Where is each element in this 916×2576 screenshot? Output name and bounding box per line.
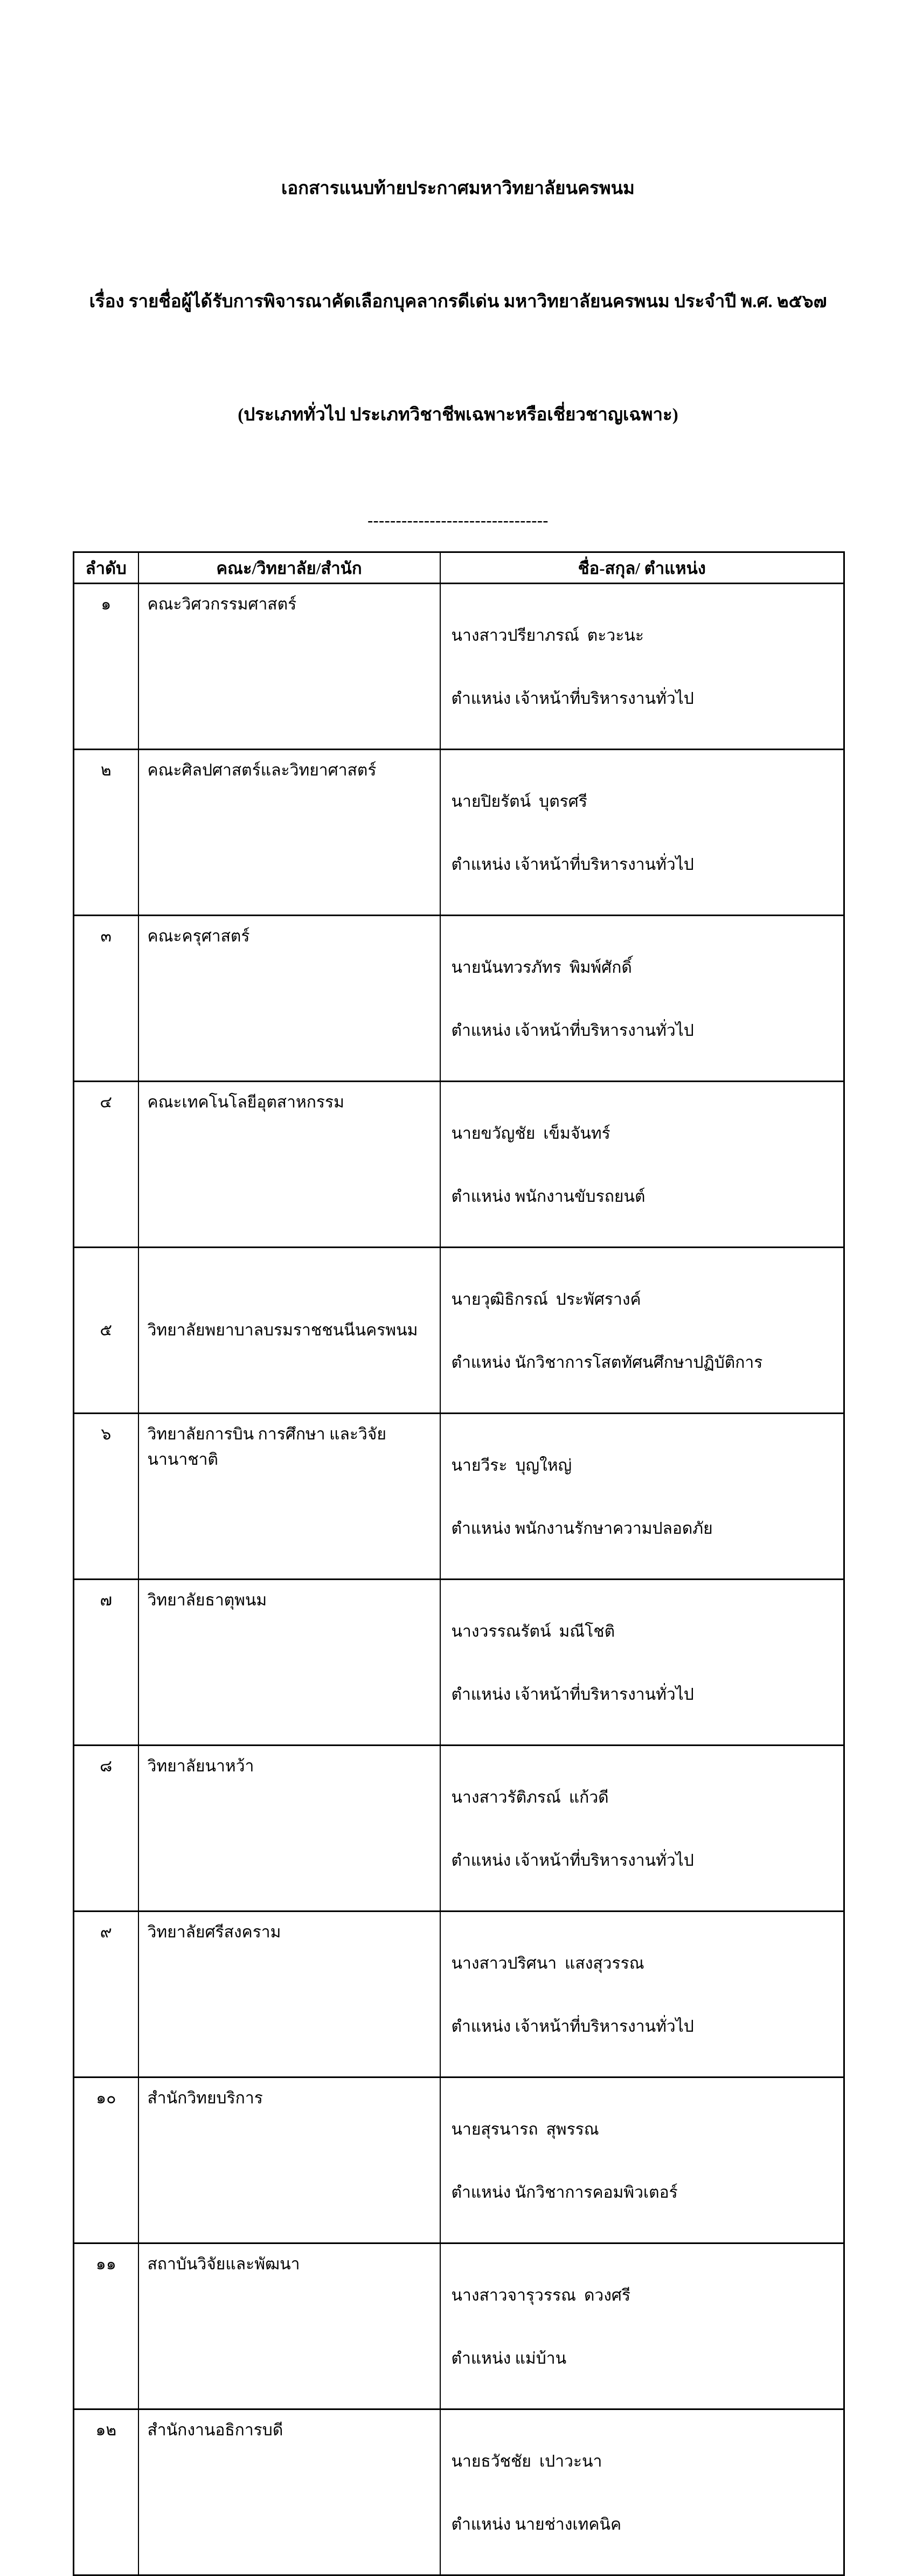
table-row [74, 584, 844, 750]
row-unit: คณะวิศวกรรมศาสตร์ [138, 584, 440, 750]
col-header-number: ลำดับ [74, 552, 138, 584]
row-person-cell [440, 1082, 844, 1248]
person-name: นายขวัญชัย เข็มจันทร์ [451, 1125, 610, 1142]
row-unit: วิทยาลัยศรีสงคราม [138, 1912, 440, 2078]
table-row [74, 1746, 844, 1912]
person-position: ตำแหน่ง เจ้าหน้าที่บริหารงานทั่วไป [451, 856, 694, 874]
table-row [74, 1580, 844, 1746]
person-name: นางสาวจารุวรรณ ดวงศรี [451, 2287, 631, 2304]
person-name: นางสาวรัติภรณ์ แก้วดี [451, 1789, 609, 1806]
document-title-line-3: (ประเภททั่วไป ประเภทวิชาชีพเฉพาะหรือเชี่ยวชาญเฉพาะ) [238, 405, 678, 425]
dashed-separator: -------------------------------- [367, 511, 549, 529]
document-title-line-2: เรื่อง รายชื่อผู้ได้รับการพิจารณาคัดเลือกบุคลากรดีเด่น มหาวิทยาลัยนครพนม ประจำปี พ.ศ. ๒๕๖๗ [89, 292, 827, 311]
table-row [74, 1082, 844, 1248]
row-number: ๘ [74, 1746, 138, 1912]
table-row [74, 2078, 844, 2243]
person-position: ตำแหน่ง แม่บ้าน [451, 2350, 567, 2367]
person-position: ตำแหน่ง พนักงานขับรถยนต์ [451, 1188, 646, 1206]
table-row [74, 2243, 844, 2409]
table-row [74, 1248, 844, 1414]
row-unit: คณะศิลปศาสตร์และวิทยาศาสตร์ [138, 750, 440, 916]
row-number: ๙ [74, 1912, 138, 2078]
row-number: ๑๐ [74, 2078, 138, 2243]
row-number: ๗ [74, 1580, 138, 1746]
person-name: นางสาวปรียาภรณ์ ตะวะนะ [451, 627, 644, 645]
row-unit: วิทยาลัยธาตุพนม [138, 1580, 440, 1746]
table-row [74, 1912, 844, 2078]
person-name: นายวีระ บุญใหญ่ [451, 1457, 572, 1474]
table-row [74, 2409, 844, 2575]
row-number: ๑๑ [74, 2243, 138, 2409]
col-header-unit: คณะ/วิทยาลัย/สำนัก [138, 552, 440, 584]
row-person-cell [440, 2243, 844, 2409]
person-position: ตำแหน่ง เจ้าหน้าที่บริหารงานทั่วไป [451, 1022, 694, 1040]
row-unit: วิทยาลัยนาหว้า [138, 1746, 440, 1912]
row-person-cell [440, 584, 844, 750]
table-row [74, 1414, 844, 1580]
col-header-name-position: ชื่อ-สกุล/ ตำแหน่ง [440, 552, 844, 584]
row-unit: สถาบันวิจัยและพัฒนา [138, 2243, 440, 2409]
row-person-cell [440, 1414, 844, 1580]
row-number: ๒ [74, 750, 138, 916]
row-unit: วิทยาลัยพยาบาลบรมราชชนนีนครพนม [138, 1248, 440, 1414]
person-position: ตำแหน่ง เจ้าหน้าที่บริหารงานทั่วไป [451, 2018, 694, 2035]
table-header-row [74, 552, 844, 584]
row-unit: สำนักวิทยบริการ [138, 2078, 440, 2243]
row-unit: วิทยาลัยการบิน การศึกษา และวิจัยนานาชาติ [138, 1414, 440, 1580]
row-person-cell [440, 2409, 844, 2575]
row-person-cell [440, 1248, 844, 1414]
row-person-cell [440, 916, 844, 1082]
person-position: ตำแหน่ง พนักงานรักษาความปลอดภัย [451, 1520, 713, 1538]
row-person-cell [440, 1912, 844, 2078]
row-number: ๓ [74, 916, 138, 1082]
person-position: ตำแหน่ง เจ้าหน้าที่บริหารงานทั่วไป [451, 690, 694, 708]
row-number: ๑๒ [74, 2409, 138, 2575]
person-name: นายปิยรัตน์ บุตรศรี [451, 793, 587, 811]
person-name: นางวรรณรัตน์ มณีโชติ [451, 1623, 615, 1640]
person-position: ตำแหน่ง เจ้าหน้าที่บริหารงานทั่วไป [451, 1852, 694, 1869]
row-number: ๑ [74, 584, 138, 750]
row-person-cell [440, 1746, 844, 1912]
person-name: นายวุฒิธิกรณ์ ประพัศรางค์ [451, 1291, 641, 1308]
row-number: ๖ [74, 1414, 138, 1580]
row-number: ๕ [74, 1248, 138, 1414]
personnel-table [73, 551, 845, 2576]
person-position: ตำแหน่ง นักวิชาการโสตทัศนศึกษาปฏิบัติการ [451, 1354, 763, 1372]
document-title-line-1: เอกสารแนบท้ายประกาศมหาวิทยาลัยนครพนม [281, 179, 635, 198]
person-position: ตำแหน่ง นายช่างเทคนิค [451, 2516, 622, 2533]
person-name: นายสุรนารถ สุพรรณ [451, 2121, 599, 2138]
row-unit: คณะครุศาสตร์ [138, 916, 440, 1082]
row-unit: คณะเทคโนโลยีอุตสาหกรรม [138, 1082, 440, 1248]
person-position: ตำแหน่ง เจ้าหน้าที่บริหารงานทั่วไป [451, 1686, 694, 1704]
person-position: ตำแหน่ง นักวิชาการคอมพิวเตอร์ [451, 2184, 678, 2201]
row-person-cell [440, 2078, 844, 2243]
row-unit: สำนักงานอธิการบดี [138, 2409, 440, 2575]
person-name: นางสาวปริศนา แสงสุวรรณ [451, 1955, 644, 1972]
person-name: นายธวัชชัย เปาวะนา [451, 2453, 602, 2470]
document-title-block [0, 0, 916, 509]
row-person-cell [440, 750, 844, 916]
table-row [74, 916, 844, 1082]
person-name: นายนันทวรภัทร พิมพ์ศักดิ์ [451, 959, 632, 977]
row-number: ๔ [74, 1082, 138, 1248]
row-person-cell [440, 1580, 844, 1746]
table-row [74, 750, 844, 916]
